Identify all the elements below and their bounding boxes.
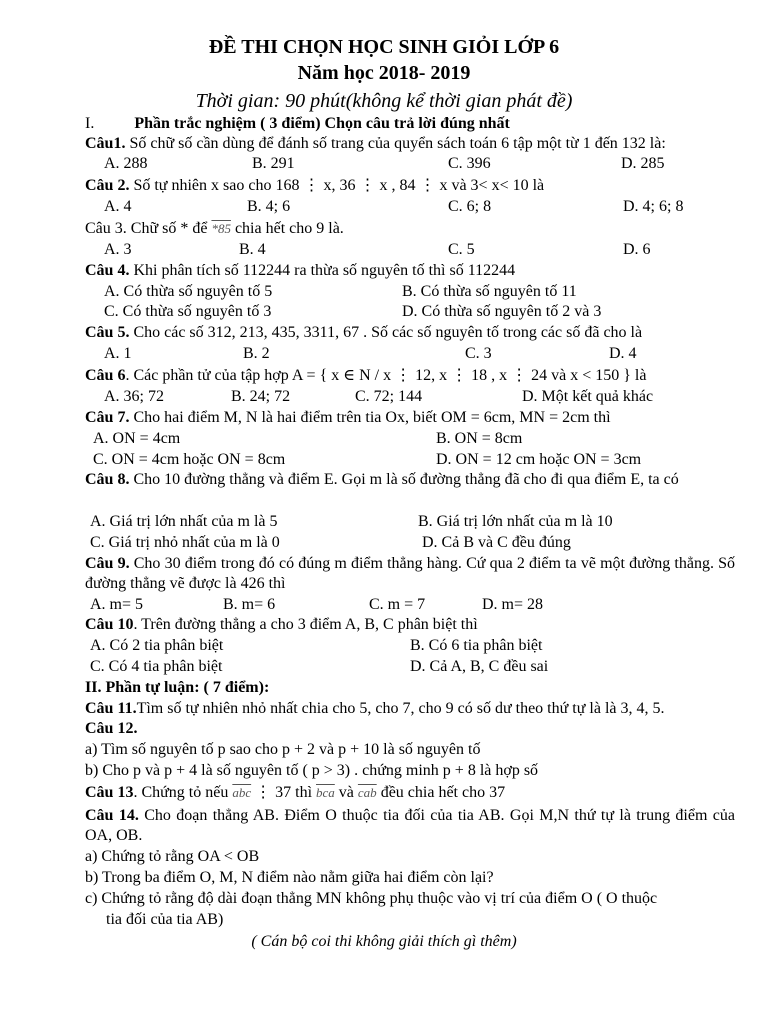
q5-option-a: A. 1 <box>104 345 132 362</box>
q2-option-c: C. 6; 8 <box>448 198 492 215</box>
q7-option-a: A. ON = 4cm <box>93 430 181 447</box>
q4-text: Khi phân tích số 112244 ra thừa số nguyên tố thì số 112244 <box>129 262 516 279</box>
q4-option-d: D. Có thừa số nguyên tố 2 và 3 <box>402 303 602 320</box>
q8-text: Cho 10 đường thẳng và điểm E. Gọi m là số đường thẳng đã cho đi qua điểm E, ta có <box>129 471 679 488</box>
q9-option-b: B. m= 6 <box>223 596 276 613</box>
q10-option-d: D. Cả A, B, C đều sai <box>410 658 549 675</box>
q8-label: Câu 8. <box>85 471 130 488</box>
q11-text: Tìm số tự nhiên nhỏ nhất chia cho 5, cho 7, cho 9 có số dư theo thứ tự là là 3, 4, 5. <box>136 700 665 717</box>
q1-label: Câu1. <box>85 135 126 152</box>
q14-text: Cho đoạn thẳng AB. Điểm O thuộc tia đối của tia AB. Gọi M,N thứ tự là trung điểm của OA, OB. <box>85 807 735 844</box>
q13-text-mid1: ⋮ 37 thì <box>251 784 317 801</box>
q5-option-d: D. 4 <box>609 345 637 362</box>
q3-option-d: D. 6 <box>623 241 651 258</box>
q7-label: Câu 7. <box>85 409 130 426</box>
q7-option-c: C. ON = 4cm hoặc ON = 8cm <box>93 451 286 468</box>
q13-text-pre: . Chứng tỏ nếu <box>133 784 233 801</box>
question-14 <box>85 806 735 846</box>
question-13 <box>85 783 735 803</box>
q6-option-a: A. 36; 72 <box>104 388 164 405</box>
question-5 <box>85 323 735 343</box>
q8-option-d: D. Cả B và C đều đúng <box>422 534 571 551</box>
q9-option-a: A. m= 5 <box>90 596 144 613</box>
q10-option-a: A. Có 2 tia phân biệt <box>90 637 224 654</box>
q7-option-b: B. ON = 8cm <box>436 430 523 447</box>
question-8 <box>85 470 735 490</box>
q3-option-b: B. 4 <box>239 241 266 258</box>
q6-option-d: D. Một kết quả khác <box>522 388 654 405</box>
question-3 <box>85 219 735 239</box>
question-7 <box>85 408 735 428</box>
q4-option-c: C. Có thừa số nguyên tố 3 <box>104 303 272 320</box>
q3-text-post: chia hết cho 9 là. <box>230 220 344 237</box>
q4-option-b: B. Có thừa số nguyên tố 11 <box>402 283 577 300</box>
q13-text-mid2: và <box>334 784 358 801</box>
q5-text: Cho các số 312, 213, 435, 3311, 67 . Số các số nguyên tố trong các số đã cho là <box>129 324 643 341</box>
q12-part-b: b) Cho p và p + 4 là số nguyên tố ( p > 3) . chứng minh p + 8 là hợp số <box>85 762 539 779</box>
school-year: Năm học 2018- 2019 <box>297 62 471 84</box>
exam-duration: Thời gian: 90 phút(không kể thời gian phát đề) <box>195 90 573 112</box>
q14-part-a: a) Chứng tỏ rằng OA < OB <box>85 848 260 865</box>
q2-option-d: D. 4; 6; 8 <box>623 198 684 215</box>
q11-label: Câu 11. <box>85 700 137 717</box>
exam-title: ĐỀ THI CHỌN HỌC SINH GIỎI LỚP 6 <box>208 36 560 58</box>
q14-part-c-line2: tia đối của tia AB) <box>106 911 224 928</box>
part2-title: II. Phần tự luận: ( 7 điểm): <box>85 679 270 696</box>
q12-part-a: a) Tìm số nguyên tố p sao cho p + 2 và p + 10 là số nguyên tố <box>85 741 481 758</box>
q13-overline-bca: $\overline{bca}$ <box>316 785 335 800</box>
q6-text: . Các phần tử của tập hợp A = { x ∈ N / x ⋮ 12, x ⋮ 18 , x ⋮ 24 và x < 150 } là <box>125 367 647 384</box>
q1-option-b: B. 291 <box>252 155 295 172</box>
q8-option-a: A. Giá trị lớn nhất của m là 5 <box>90 513 278 530</box>
q10-label: Câu 10 <box>85 616 134 633</box>
q8-option-b: B. Giá trị lớn nhất của m là 10 <box>418 513 613 530</box>
q2-label: Câu 2. <box>85 177 130 194</box>
q9-option-c: C. m = 7 <box>369 596 426 613</box>
q13-overline-cab: $\overline{cab}$ <box>357 785 377 800</box>
part1-title: Phần trắc nghiệm ( 3 điểm) Chọn câu trả lời đúng nhất <box>134 115 510 132</box>
q7-text: Cho hai điểm M, N là hai điểm trên tia Ox, biết OM = 6cm, MN = 2cm thì <box>129 409 611 426</box>
q13-overline-abc: $\overline{abc}$ <box>232 785 252 800</box>
question-2 <box>85 176 735 196</box>
q14-label: Câu 14. <box>85 807 139 824</box>
q12-label: Câu 12. <box>85 720 138 737</box>
q5-option-b: B. 2 <box>243 345 270 362</box>
q4-label: Câu 4. <box>85 262 130 279</box>
question-6 <box>85 366 735 386</box>
q3-text-pre: Câu 3. Chữ số * để <box>85 220 212 237</box>
q8-option-c: C. Giá trị nhỏ nhất của m là 0 <box>90 534 280 551</box>
q3-option-c: C. 5 <box>448 241 475 258</box>
question-4 <box>85 261 735 281</box>
part1-number: I. <box>85 115 95 132</box>
q10-text: . Trên đường thẳng a cho 3 điểm A, B, C phân biệt thì <box>133 616 478 633</box>
q13-text-post: đều chia hết cho 37 <box>376 784 506 801</box>
q10-option-c: C. Có 4 tia phân biệt <box>90 658 223 675</box>
footer-note: ( Cán bộ coi thi không giải thích gì thêm) <box>251 933 517 950</box>
part1-heading <box>85 114 735 134</box>
q2-option-a: A. 4 <box>104 198 132 215</box>
q1-option-c: C. 396 <box>448 155 491 172</box>
q2-text: Số tự nhiên x sao cho 168 ⋮ x, 36 ⋮ x , 84 ⋮ x và 3< x< 10 là <box>129 177 545 194</box>
q3-option-a: A. 3 <box>104 241 132 258</box>
question-10 <box>85 615 735 635</box>
q6-label: Câu 6 <box>85 367 126 384</box>
q5-option-c: C. 3 <box>465 345 492 362</box>
q14-part-b: b) Trong ba điểm O, M, N điểm nào nằm giữa hai điểm còn lại? <box>85 869 494 886</box>
q10-option-b: B. Có 6 tia phân biệt <box>410 637 543 654</box>
question-9 <box>85 554 735 594</box>
q1-option-d: D. 285 <box>621 155 665 172</box>
q9-option-d: D. m= 28 <box>482 596 544 613</box>
q5-label: Câu 5. <box>85 324 130 341</box>
q9-label: Câu 9. <box>85 555 130 572</box>
q6-option-b: B. 24; 72 <box>231 388 291 405</box>
question-11 <box>85 699 735 719</box>
q9-text: Cho 30 điểm trong đó có đúng m điểm thẳng hàng. Cứ qua 2 điểm ta vẽ một đường thẳng. Số đường thẳng vẽ được là 426 thì <box>85 555 735 592</box>
q2-option-b: B. 4; 6 <box>247 198 291 215</box>
q3-overline-number: *85 <box>211 221 231 236</box>
q13-label: Câu 13 <box>85 784 134 801</box>
q1-option-a: A. 288 <box>104 155 148 172</box>
q7-option-d: D. ON = 12 cm hoặc ON = 3cm <box>436 451 642 468</box>
q4-option-a: A. Có thừa số nguyên tố 5 <box>104 283 273 300</box>
q6-option-c: C. 72; 144 <box>355 388 423 405</box>
q14-part-c-line1: c) Chứng tỏ rằng độ dài đoạn thẳng MN không phụ thuộc vào vị trí của điểm O ( O thuộc <box>85 890 658 907</box>
question-1 <box>85 134 735 154</box>
q1-text: Số chữ số cần dùng để đánh số trang của quyển sách toán 6 tập một từ 1 đến 132 là: <box>125 135 666 152</box>
